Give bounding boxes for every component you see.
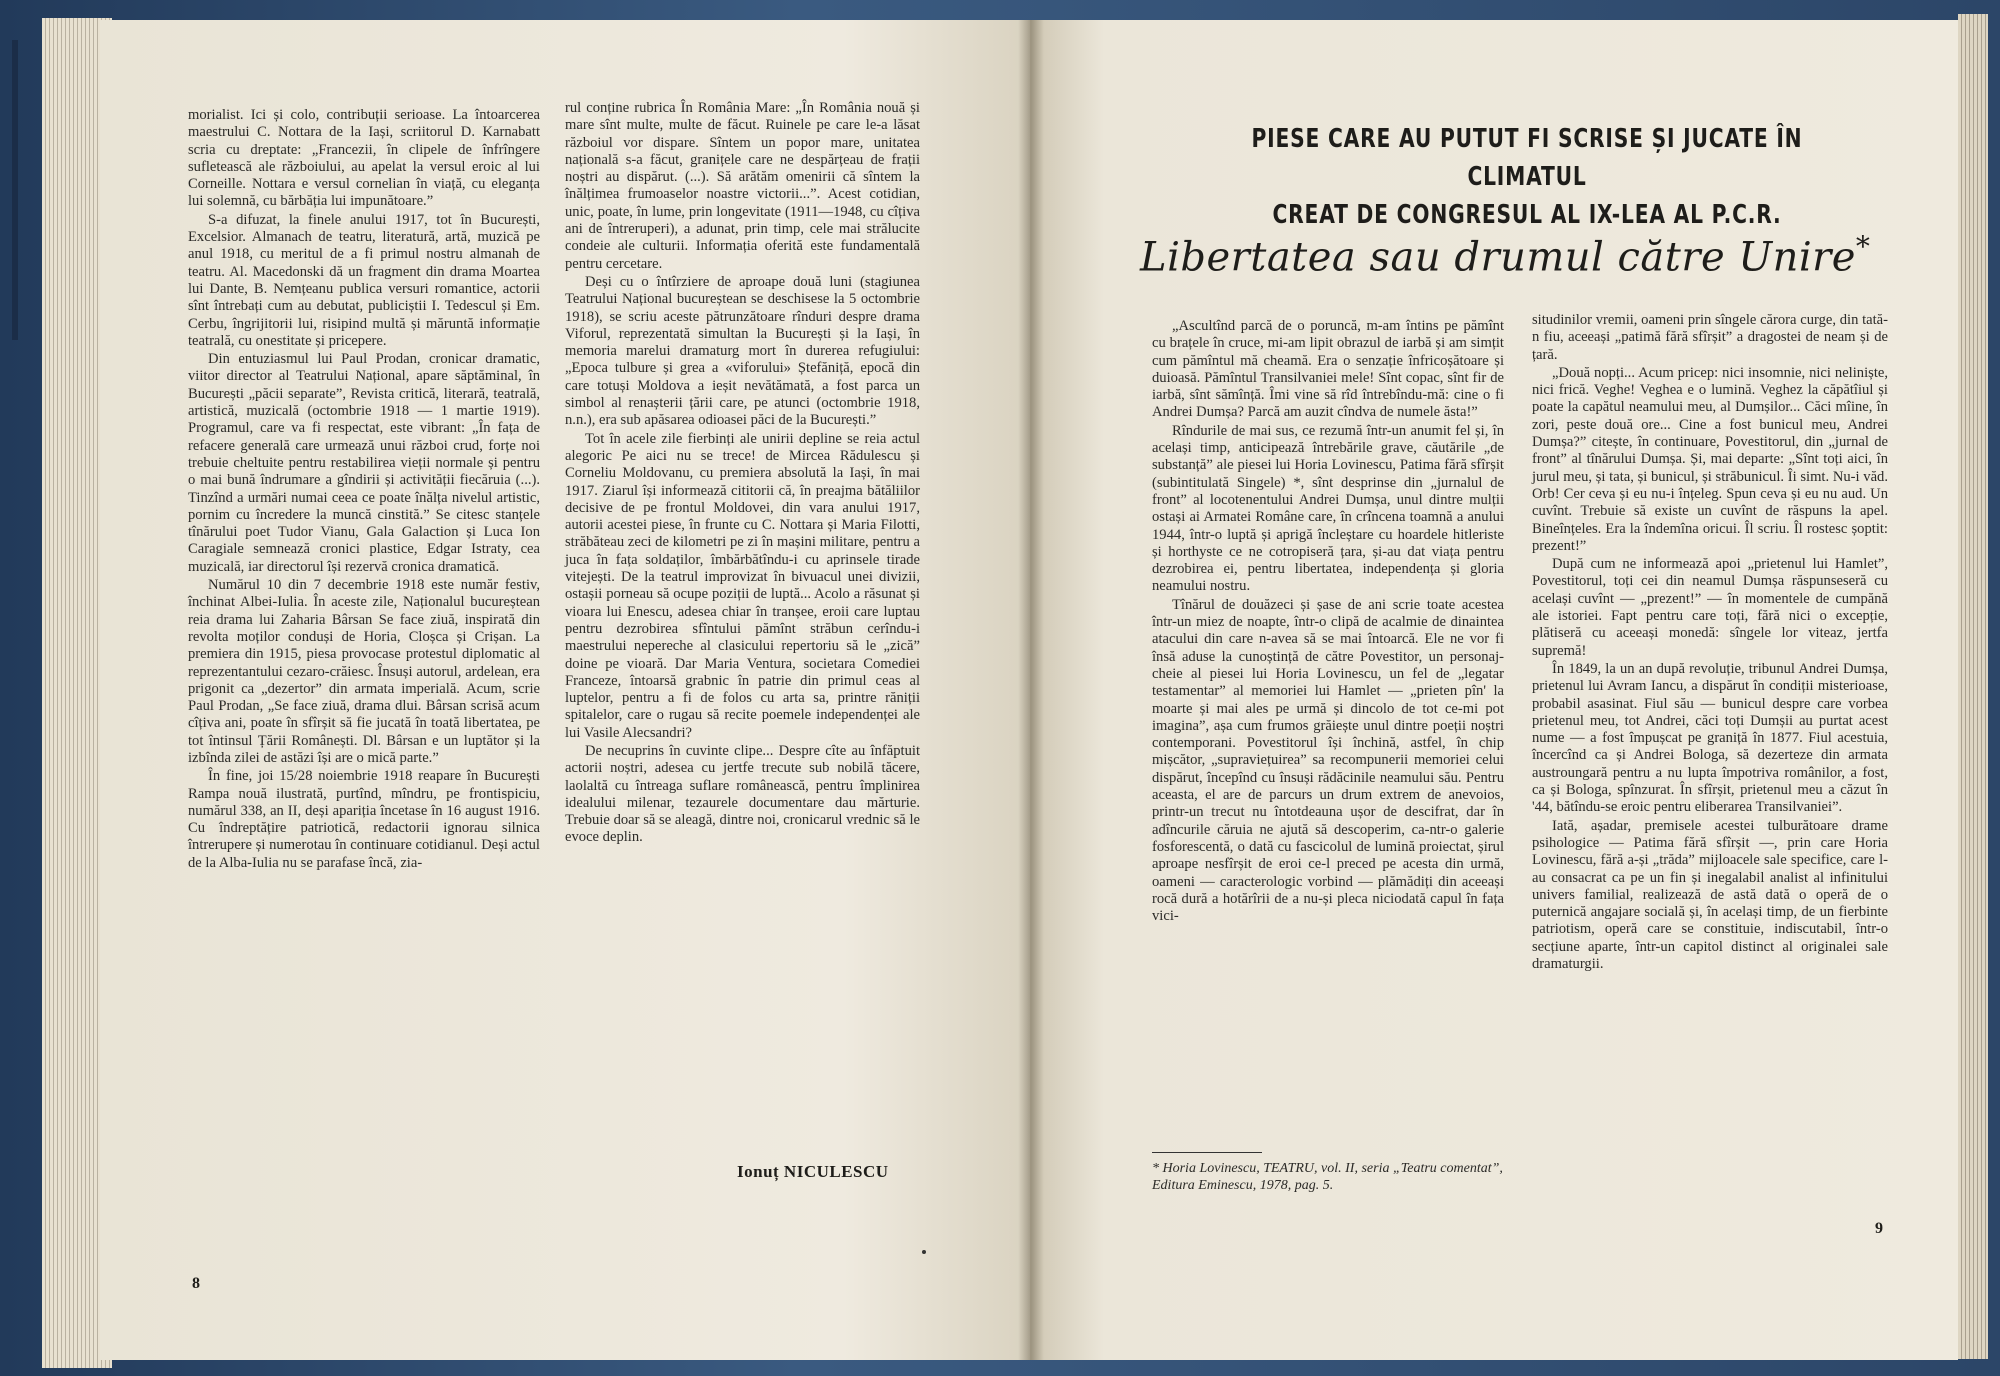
paragraph: În fine, joi 15/28 noiembrie 1918 reapare în București Rampa nouă ilustrată, purtînd, mîndru, pe frontispiciu, numărul 338, an II, deși apariția încetase în 16 august 1916. Cu îndreptățire patriotică, redactorii ignorau silnica întrerupere și numerotau în continuare cotidianul. Deși actul de la Alba-Iulia nu se parafase încă, zia- (188, 768, 540, 871)
article-title (1140, 230, 1870, 280)
left-page (100, 20, 1030, 1360)
right-page (1030, 20, 1958, 1360)
left-column-2 (565, 100, 920, 847)
paragraph: situdinilor vremii, oameni prin sîngele cărora curge, din tată-n fiu, aceeași „patimă fără sfîrșit” a dragostei de neam și de țară. (1532, 312, 1888, 363)
right-page-stack (1958, 14, 1988, 1359)
page-number-left: 8 (192, 1275, 200, 1292)
right-column-1 (1152, 318, 1504, 925)
right-column-2 (1532, 312, 1888, 973)
footnote: * Horia Lovinescu, TEATRU, vol. II, seria „Teatru comentat”, Editura Eminescu, 1978, pag. 5. (1152, 1161, 1503, 1193)
paragraph: Iată, așadar, premisele acestei tulburătoare drame psihologice — Patima fără sfîrșit —, prin care Horia Lovinescu, fără a-și „trăda” mijloacele sale specifice, care l-au consacrat ca pe un fin și inegalabil analist al infinitului univers familial, realizează de astă dată o operă de o puternică angajare socială și, în același timp, de un fierbinte patriotism, operă care se constituie, indiscutabil, într-o secțiune aparte, într-un capitol distinct al originalei sale dramaturgii. (1532, 817, 1888, 972)
headline-line-1: PIESE CARE AU PUTUT FI SCRISE ȘI JUCATE ÎN CLIMATUL (1251, 124, 1803, 192)
footnote-rule (1152, 1152, 1262, 1153)
paragraph: morialist. Ici și colo, contribuții serioase. La întoarcerea maestrului C. Nottara de la Iași, scriitorul D. Karnabatt scria cu dreptate: „Francezii, în clipele de înfrîngere sufletească ale războiului, au apelat la versul eroic al lui Corneille. Nottara e versul cornelian în viață, cu eleganța lui solemnă, cu bărbăția lui impunătoare.” (188, 107, 540, 210)
paragraph: „Ascultînd parcă de o poruncă, m-am întins pe pămînt cu brațele în cruce, mi-am lipit obrazul de iarbă și am simțit cum pămîntul mă cheamă. Era o senzație înfricoșătoare și duioasă. Pămîntul Transilvaniei mele! Sînt copac, sînt fir de iarbă, sînt sămînță. Îmi vine să rîd întrebîndu-mă: cine o fi Andrei Dumșa? Parcă am auzit cîndva de numele ăsta!” (1152, 318, 1504, 421)
section-headline (1227, 120, 1828, 234)
paragraph: De necuprins în cuvinte clipe... Despre cîte au înfăptuit actorii noștri, adesea cu jertfe trecute sub nobilă tăcere, laolaltă cu întreaga suflare românească, pentru împlinirea idealului milenar, tezaurele documentare dau mărturie. Trebuie doar să se aleagă, dintre noi, cronicarul vrednic să le evoce deplin. (565, 742, 920, 846)
paragraph: Numărul 10 din 7 decembrie 1918 este număr festiv, închinat Albei-Iulia. În aceste zile, Naționalul bucureștean reia drama lui Zaharia Bârsan Se face ziuă, inspirată din revolta moților conduși de Horia, Cloșca și Crișan. La premiera din 1915, piesa provocase protestul diplomatic al reprezentantului cezaro-crăiesc. Însuși autorul, ardelean, era prigonit ca „dezertor” din armata imperială. Acum, scrie Paul Prodan, „Se face ziuă, drama dlui. Bârsan scrisă acum cîțiva ani, poate în sfîrșit să fie jucată în toată libertatea, pe tot întinsul Țării Românești. Dl. Bârsan e un luptător și la izbînda zilei de astăzi își are o mică parte.” (188, 577, 540, 766)
paragraph: Din entuziasmul lui Paul Prodan, cronicar dramatic, viitor director al Teatrului Național, apare săptăminal, în București „păcii separate”, Revista critică, literară, teatrală, artistică, muzicală (octombrie 1918 — 1 martie 1919). Programul, care va fi respectat, este vibrant: „În fața de refacere generală care urmează unui război crud, forțe noi trebuie cheltuite pentru restabilirea vieții normale și pentru o mai bună îndrumare a gîndirii și activității fiecăruia (...). Tinzînd a urmări numai ceea ce poate înălța nivelul artistic, pornim cu încredere la muncă cinstită.” Se citesc stanțele tînărului poet Tudor Vianu, Gala Galaction și Luca Ion Caragiale semnează cronici plastice, Edgar Istraty, cea muzicală, iar directorul își rezervă cronica dramatică. (188, 351, 540, 575)
ink-dot (922, 1250, 926, 1254)
author-byline: Ionuț NICULESCU (737, 1162, 889, 1181)
title-footnote-mark: * (1855, 230, 1871, 263)
paragraph: Tot în acele zile fierbinți ale unirii depline se reia actul alegoric Pe aici nu se trece! de Mircea Rădulescu și Corneliu Moldovanu, cu premiera absolută la Iași, în mai 1917. Ziarul își informează cititorii că, în preajma bătăliilor decisive de pe frontul Moldovei, din vara anului 1917, autorii acestei piese, în frunte cu C. Nottara și Maria Filotti, străbăteau zeci de kilometri pe zi în mașini militare, pentru a juca în fața soldaților, îmbărbătîndu-i cu aprinsele tirade vitejești. De la teatrul improvizat în bivuacul unei divizii, ostașii porneau să ocupe poziții de luptă... Acolo a răsunat și vioara lui Enescu, adesea chiar în tranșee, eroii care luptau pentru dezrobirea sfîntului pămînt străbun cerîndu-i maestrului nepereche al clasicului repertoriu să le „zică” doine pe vioară. Dar Maria Ventura, societara Comediei Franceze, întoarsă grabnic în patrie din primul ceas al luptelor, pentru a fi de folos cu arta sa, printre răniții spitalelor, care o rugau să recite poemele independenței ale lui Vasile Alecsandri? (565, 430, 920, 741)
paragraph: În 1849, la un an după revoluție, tribunul Andrei Dumșa, prietenul lui Avram Iancu, a dispărut în condiții misterioase, probabil asasinat. Fiul său — bunicul despre care vorbea prietenul meu, tot Andrei, căci toți Dumșii au purtat acest nume — a fost împușcat pe graniță în 1877. Fiul acestuia, încercînd ca și Andrei Bologa, să dezerteze din armata austroungară pentru a nu lupta împotriva românilor, a fost, ca și Bologa, spînzurat. În sfîrșit, prietenul meu a căzut în '44, bătîndu-se eroic pentru eliberarea Transilvaniei”. (1532, 660, 1888, 816)
cover-edge (12, 40, 18, 340)
headline-line-2: CREAT DE CONGRESUL AL IX-LEA AL P.C.R. (1272, 200, 1782, 230)
page-number-right: 9 (1875, 1220, 1883, 1237)
paragraph: „Două nopți... Acum pricep: nici insomnie, nici neliniște, nici frică. Veghe! Veghea e o lumină. Veghez la căpătîiul și poate la capătul neamului meu, al Dumșilor... Căci mîine, în zori, peste două ore... Cine a fost bunicul meu, Andrei Dumșa?” citește, în continuare, Povestitorul, din „jurnal de front” al tînărului Dumșa. Și, mai departe: „Sînt toți aici, în jurul meu, și tata, și bunicul, și străbunicul. Îi simt. Nu-i văd. Orb! Cer ceva și eu nu-i înțeleg. Spun ceva și eu nu aud. Un cuvînt. Trebuie să existe un cuvînt de răspuns la apel. Bineînțeles. Era la îndemîna oricui. Îl scriu. Îl rostesc șoptit: prezent!” (1532, 364, 1888, 554)
left-column-1 (188, 107, 540, 872)
paragraph: Tînărul de douăzeci și șase de ani scrie toate acestea într-un miez de noapte, într-o clipă de acalmie de dinaintea atacului din care n-avea să se mai întoarcă. Ele ne vor fi însă aduse la cunoștință de către Povestitor, un personaj-cheie al piesei lui Horia Lovinescu, un fel de „legatar testamentar” al memoriei lui Hamlet — „prieten pîn' la moarte și mai ales pe urmă și dincolo de tot ce-mi pot imagina”, așa cum frumos grăiește unul dintre poeții noștri contemporani. Povestitorul își închină, astfel, în chip mișcător, „supraviețuirea” sa recompunerii memoriei celui dispărut, începînd cu însuși rădăcinile neamului său. Pentru aceasta, el are de parcurs un drum extrem de anevoios, printr-un trecut nu întotdeauna ușor de descifrat, dar în adîncurile căruia ne ajută să descoperim, ca-ntr-o galerie fosforescentă, o dată cu fascicolul de lumină proiectat, șirul aproape nesfîrșit de eroi ce-l preced pe acesta din urmă, oameni — caracterologic vorbind — plămădiți din aceeași rocă dură a hotărîrii de a nu-și pleca niciodată capul în fața vici- (1152, 596, 1504, 925)
paragraph: Rîndurile de mai sus, ce rezumă într-un anumit fel și, în același timp, anticipează întrebările grave, căutările „de substanță” ale piesei lui Horia Lovinescu, Patima fără sfîrșit (subintitulată Singele) *, sînt desprinse din „jurnalul de front” al locotenentului Andrei Dumșa, unul dintre mulții ostași ai Armatei Române care, în crîncena toamnă a anului 1944, într-o luptă și aprigă încleștare cu hoardele hitleriste și horthyste ce ne cotropiseră țara, și-au dat viața pentru dezrobirea ei, pentru libertatea, independența și gloria neamului nostru. (1152, 422, 1504, 595)
paragraph: Deși cu o întîrziere de aproape două luni (stagiunea Teatrului Național bucureștean se deschisese la 5 octombrie 1918), se scriu aceste pătrunzătoare rînduri despre drama Viforul, reprezentată simultan la București și la Iași, în memoria marelui dramaturg mort în durerea refugiului: „Epoca tulbure și grea a «viforului» Ștefăniță, epocă din care totuși Moldova a ieșit nevătămată, a fost parca un simbol al renașterii țării care, pe atunci (octombrie 1918, n.n.), era sub apăsarea odioasei păci de la București.” (565, 273, 920, 429)
paragraph: S-a difuzat, la finele anului 1917, tot în București, Excelsior. Almanach de teatru, literatură, artă, muzică pe anul 1918, cu meritul de a fi primul nostru almanah de teatru. Al. Macedonski dă un fragment din drama Moartea lui Dante, B. Nemțeanu publica versuri romantice, actorii sînt întrebați cum au debutat, publiciștii I. Tedescul și Em. Cerbu, îngrijitorii lui, risipind multă și măruntă informație teatrală, cu onestitate și pricepere. (188, 211, 540, 349)
paragraph: rul conține rubrica În România Mare: „În România nouă și mare sînt multe, multe de făcut. Ruinele pe care le-a lăsat războiul vor dispare. Sîntem un popor mare, unitatea națională s-a făcut, granițele care ne despărțeau de frații noștri au dispărut. (...). Să arătăm omenirii că sîntem la înălțimea frumoaselor noastre victorii...”. Acest cotidian, unic, poate, în lume, prin longevitate (1911—1948, cu cîțiva ani de întreruperi), a adunat, prin timp, cele mai strălucite condeie ale culturii. Informația oferită este fundamentală pentru cercetare. (565, 100, 920, 272)
article-title-text: Libertatea sau drumul către Unire (1140, 234, 1856, 281)
paragraph: După cum ne informează apoi „prietenul lui Hamlet”, Povestitorul, toți cei din neamul Dumșa răspunseseră cu același cuvînt — „prezent!” — în momentele de cumpănă ale istoriei. Fapt pentru care toți, fără nici o excepție, plătiseră cu aceeași monedă: sîngele lor viteaz, jertfa supremă! (1532, 556, 1888, 659)
book-gutter (1018, 20, 1044, 1360)
